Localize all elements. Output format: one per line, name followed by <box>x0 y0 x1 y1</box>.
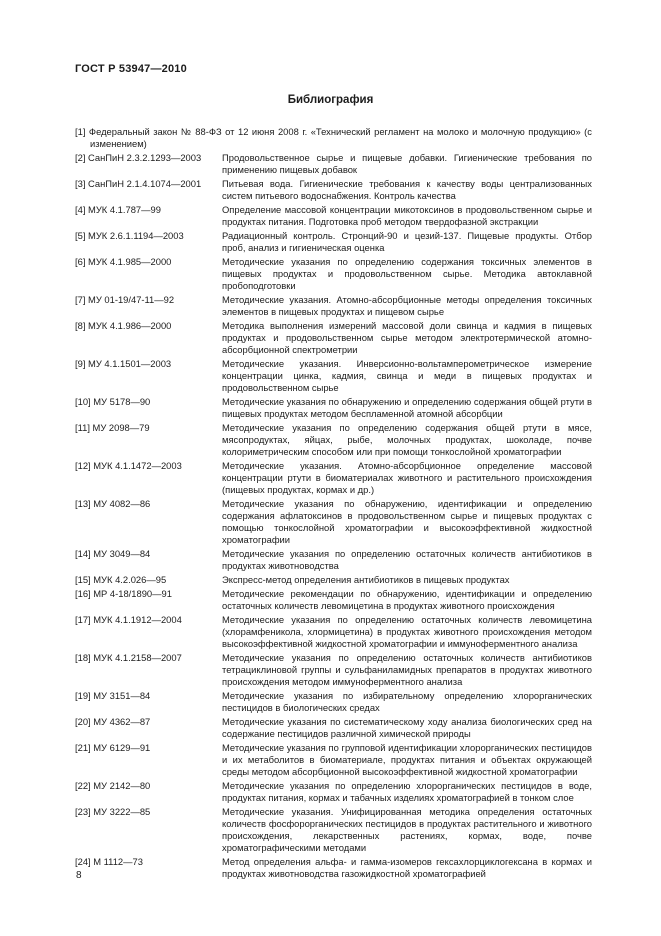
page-title: Библиография <box>287 94 374 106</box>
bibliography-list <box>75 126 592 882</box>
entry-text: «Технический регламент на молоко и молочную продукцию» (с изменением) <box>90 126 592 149</box>
entry-text: Методические указания. Атомно-абсорбционные методы определения токсичных элементов в пищевых продуктах и пищевом сырье <box>222 294 592 317</box>
bibliography-entry <box>75 716 592 740</box>
entry-label: [6] МУК 4.1.985—2000 <box>75 256 172 267</box>
entry-label: [12] МУК 4.1.1472—2003 <box>75 460 182 471</box>
entry-label: [5] МУК 2.6.1.1194—2003 <box>75 230 184 241</box>
entry-label: [21] МУ 6129—91 <box>75 742 151 753</box>
entry-label: [10] МУ 5178—90 <box>75 396 151 407</box>
entry-text: Методические рекомендации по обнаружению, идентификации и определению остаточных количеств левомицетина в продуктах животного происхождения <box>222 588 592 611</box>
entry-label: [15] МУК 4.2.026—95 <box>75 574 167 585</box>
entry-text: Методика выполнения измерений массовой доли свинца и кадмия в пищевых продуктах и продовольственном сырье методом электротермической атомно-абсорбционной спектрометрии <box>222 320 592 355</box>
entry-text: Методические указания по обнаружению, идентификации и определению содержания афлатоксинов в продовольственном сырье и пищевых продуктах с помощью тонкослойной хроматографии и высокоэффективной жидкостной хроматографии <box>222 498 592 545</box>
bibliography-entry <box>75 614 592 650</box>
entry-text: Методические указания по определению остаточных количеств антибиотиков в продуктах животноводства <box>222 548 592 571</box>
entry-text: Методические указания по систематическому ходу анализа биологических сред на содержание пестицидов различной химической природы <box>222 716 592 739</box>
entry-text: Методические указания по групповой идентификации хлорорганических пестицидов и их метаболитов в биоматериале, продуктах питания и объектах окружающей среды методом абсорбционной высокоэффективной жидкостной хроматографии <box>222 742 592 777</box>
entry-label: [9] МУ 4.1.1501—2003 <box>75 358 172 369</box>
entry-text: Методические указания по определению остаточных количеств левомицетина (хлорамфеникола, хлормицетина) в продуктах животного происхождения методом высокоэффективной жидкостной хроматографии и иммуноферментного анализа <box>222 614 592 649</box>
entry-label: [7] МУ 01-19/47-11—92 <box>75 294 175 305</box>
bibliography-entry <box>75 652 592 688</box>
entry-label: [3] СанПиН 2.1.4.1074—2001 <box>75 178 202 189</box>
entry-text: Методические указания по избирательному определению хлорорганических пестицидов в биологических средах <box>222 690 592 713</box>
entry-label: [18] МУК 4.1.2158—2007 <box>75 652 182 663</box>
entry-label: [4] МУК 4.1.787—99 <box>75 204 161 215</box>
entry-text: Методические указания. Инверсионно-вольтамперометрическое измерение концентрации цинка, кадмия, свинца и меди в пищевых продуктах и продовольственном сырье <box>222 358 592 393</box>
entry-label: [16] МР 4-18/1890—91 <box>75 588 172 599</box>
entry-label: [11] МУ 2098—79 <box>75 422 150 433</box>
entry-label: [20] МУ 4362—87 <box>75 716 151 727</box>
entry-label: [1] Федеральный закон № 88-ФЗ от 12 июня 2008 г. <box>75 126 308 137</box>
bibliography-entry <box>75 806 592 854</box>
bibliography-entry <box>75 152 592 176</box>
entry-text: Методические указания. Унифицированная методика определения остаточных количеств фосфорорганических пестицидов в продуктах растительного и животного происхождения, лекарственных растениях, кормах, воде, почве хроматографическими методами <box>222 806 592 853</box>
entry-text: Метод определения альфа- и гамма-изомеров гексахлорциклогексана в кормах и продуктах животноводства газожидкостной хроматографией <box>222 856 592 879</box>
page-number: 8 <box>76 870 82 881</box>
entry-text: Питьевая вода. Гигиенические требования к качеству воды централизованных систем питьевого водоснабжения. Контроль качества <box>222 178 592 201</box>
entry-label: [24] М 1112—73 <box>75 856 143 867</box>
bibliography-entry <box>75 588 592 612</box>
entry-label: [19] МУ 3151—84 <box>75 690 151 701</box>
entry-label: [2] СанПиН 2.3.2.1293—2003 <box>75 152 202 163</box>
bibliography-entry <box>75 256 592 292</box>
bibliography-entry <box>75 548 592 572</box>
entry-label: [14] МУ 3049—84 <box>75 548 151 559</box>
bibliography-entry <box>75 460 592 496</box>
bibliography-entry <box>75 230 592 254</box>
entry-text: Экспресс-метод определения антибиотиков в пищевых продуктах <box>222 574 510 585</box>
entry-text: Методические указания. Атомно-абсорбционное определение массовой концентрации ртути в биоматериалах животного и растительного происхождения (пищевых продуктах, кормах и др.) <box>222 460 592 495</box>
bibliography-entry <box>75 574 592 586</box>
bibliography-entry <box>75 358 592 394</box>
entry-text: Методические указания по обнаружению и определению содержания общей ртути в пищевых продуктах методом беспламенной атомной абсорбции <box>222 396 592 419</box>
entry-label: [17] МУК 4.1.1912—2004 <box>75 614 182 625</box>
entry-label: [23] МУ 3222—85 <box>75 806 151 817</box>
entry-text: Определение массовой концентрации микотоксинов в продовольственном сырье и продуктах питания. Подготовка проб методом твердофазной экстракции <box>222 204 592 227</box>
bibliography-entry <box>75 126 592 150</box>
entry-text: Методические указания по определению остаточных количеств антибиотиков тетрациклиновой группы и сульфаниламидных препаратов в продуктах животного происхождения методом иммуноферментного анализа <box>222 652 592 687</box>
bibliography-entry <box>75 422 592 458</box>
entry-text: Методические указания по определению содержания токсичных элементов в пищевых продуктах и продовольственном сырье. Методика автоклавной пробоподготовки <box>222 256 592 291</box>
entry-text: Методические указания по определению содержания общей ртути в мясе, мясопродуктах, яйцах, рыбе, молочных продуктах, шоколаде, почве колориметрическим способом или при помощи тонкослойной хроматографии <box>222 422 592 457</box>
bibliography-entry <box>75 178 592 202</box>
bibliography-entry <box>75 780 592 804</box>
entry-text: Продовольственное сырье и пищевые добавки. Гигиенические требования по применению пищевых добавок <box>222 152 592 175</box>
entry-text: Методические указания по определению хлорорганических пестицидов в воде, продуктах питания, кормах и табачных изделиях хроматографией в тонком слое <box>222 780 592 803</box>
entry-label: [22] МУ 2142—80 <box>75 780 151 791</box>
entry-text: Радиационный контроль. Стронций-90 и цезий-137. Пищевые продукты. Отбор проб, анализ и гигиеническая оценка <box>222 230 592 253</box>
bibliography-entry <box>75 498 592 546</box>
bibliography-entry <box>75 742 592 778</box>
doc-number: ГОСТ Р 53947—2010 <box>75 63 187 75</box>
bibliography-entry <box>75 856 592 880</box>
entry-label: [8] МУК 4.1.986—2000 <box>75 320 172 331</box>
bibliography-entry <box>75 396 592 420</box>
bibliography-entry <box>75 320 592 356</box>
bibliography-entry <box>75 204 592 228</box>
entry-label: [13] МУ 4082—86 <box>75 498 151 509</box>
bibliography-entry <box>75 690 592 714</box>
bibliography-entry <box>75 294 592 318</box>
